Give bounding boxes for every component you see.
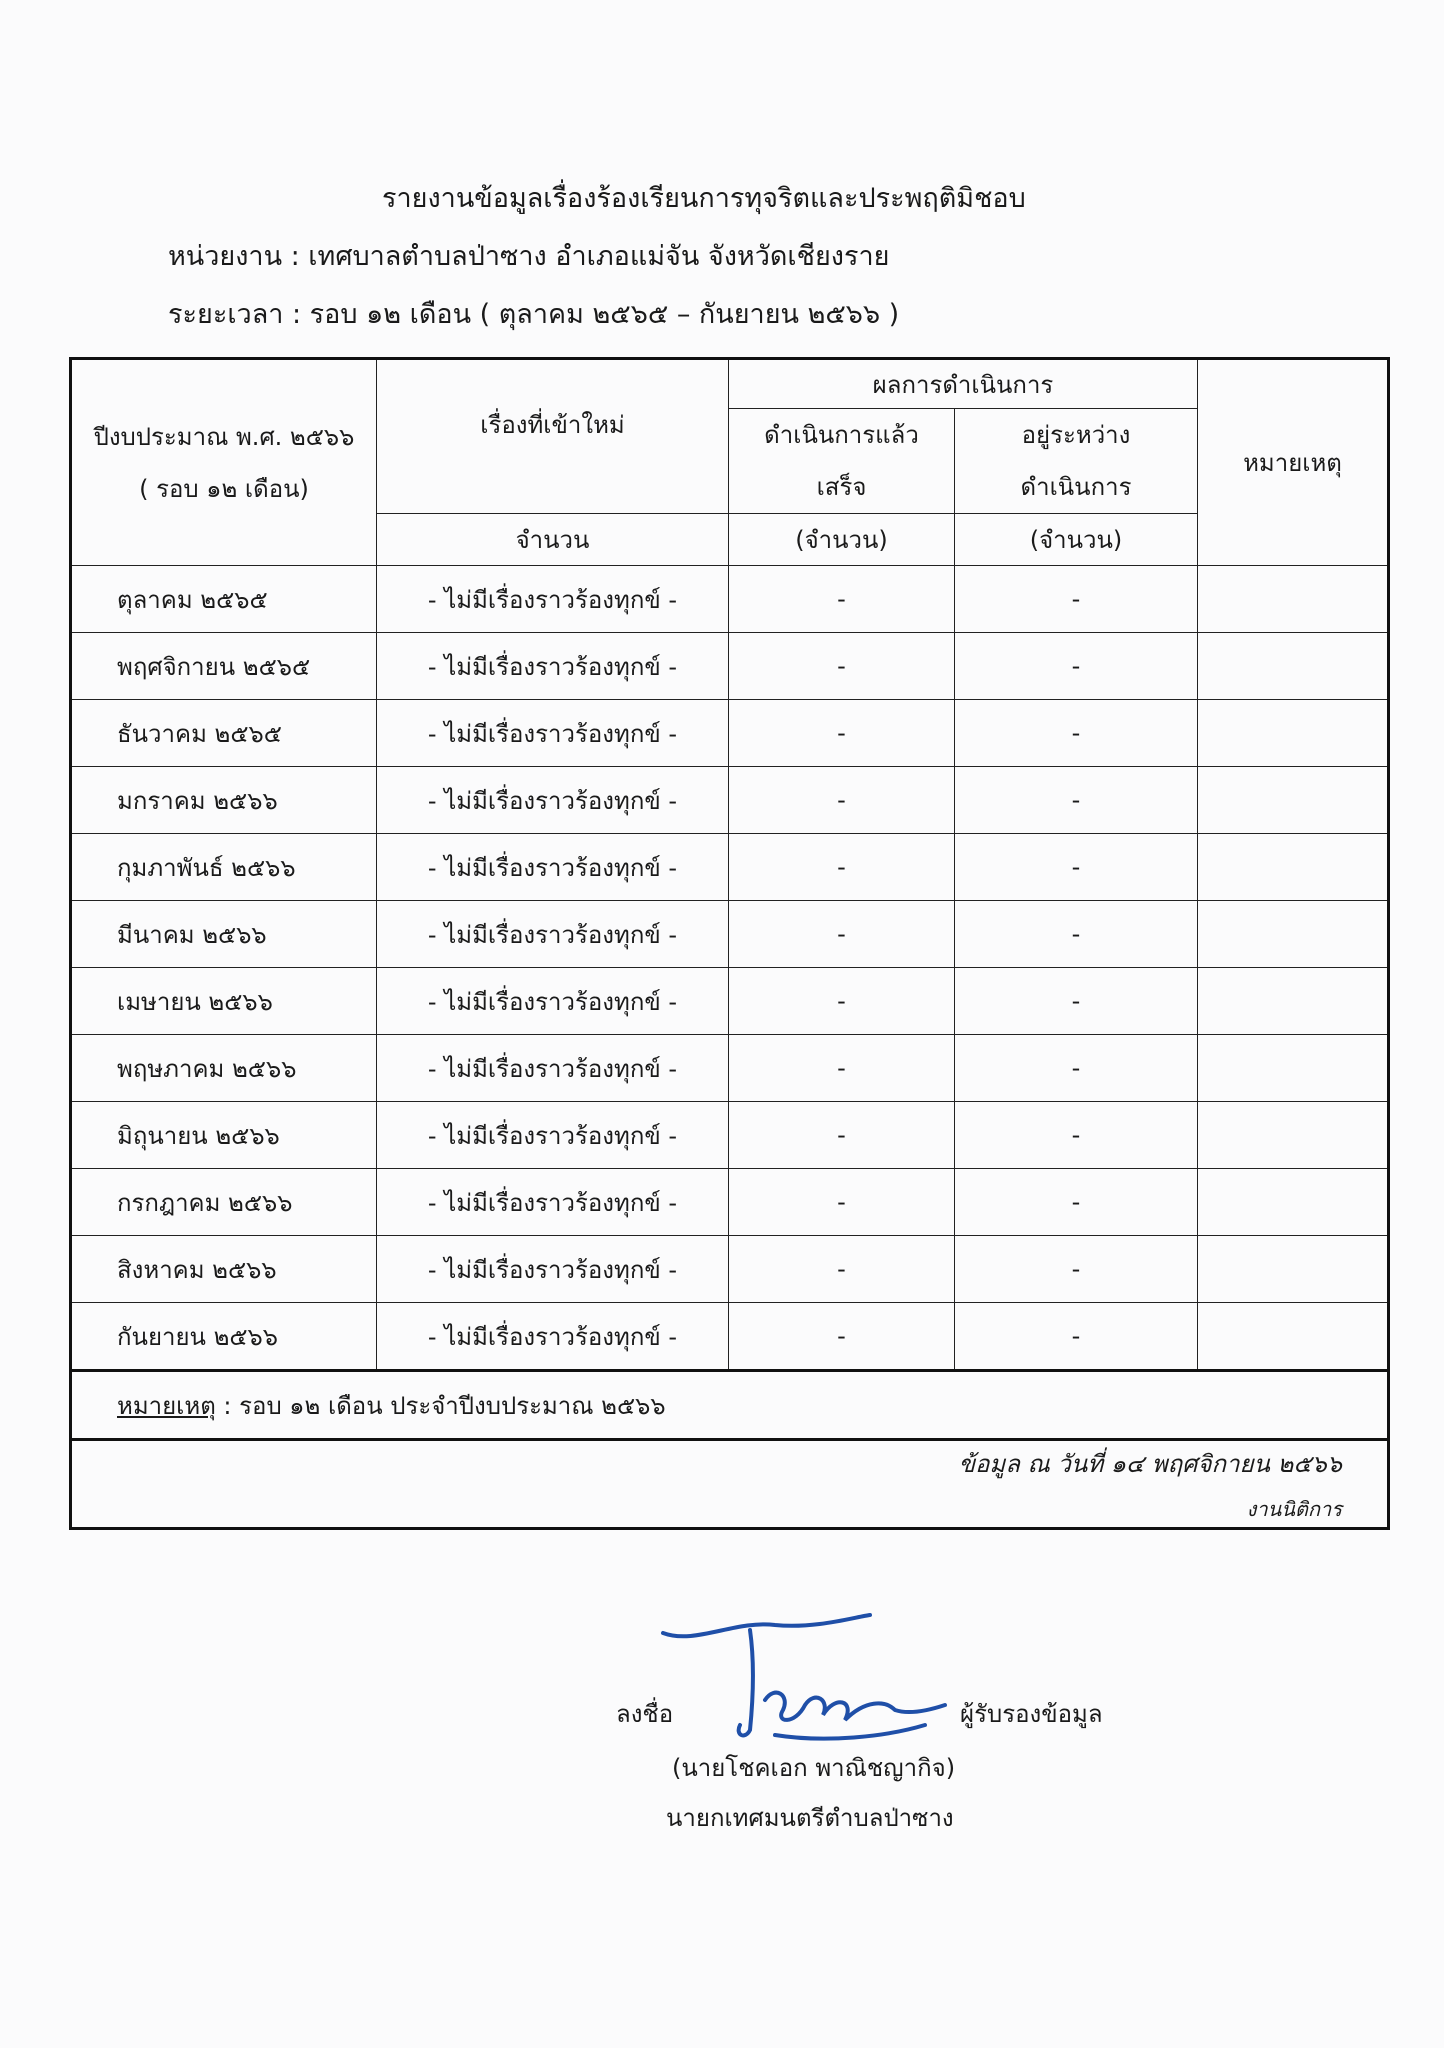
month-cell: เมษายน ๒๕๖๖ [71,968,377,1035]
header-count: จำนวน [377,514,729,566]
in-progress-cell: - [955,1102,1198,1169]
sign-label: ลงชื่อ [616,1700,674,1728]
signer-name: (นายโชคเอก พาณิชญากิจ) [672,1754,956,1782]
remark-cell [1198,566,1389,633]
header-text: อยู่ระหว่าง [1021,421,1131,449]
completed-cell: - [729,901,955,968]
data-date-row [71,1440,1389,1529]
remark-cell [1198,1303,1389,1371]
in-progress-cell: - [955,566,1198,633]
in-progress-cell: - [955,1169,1198,1236]
completed-cell: - [729,566,955,633]
new-matters-cell: - ไม่มีเรื่องราวร้องทุกข์ - [377,767,729,834]
header-remark: หมายเหตุ [1198,359,1389,566]
remark-cell [1198,1236,1389,1303]
header-fiscal-year [71,359,377,566]
header-new-matters: เรื่องที่เข้าใหม่ [377,359,729,514]
in-progress-cell: - [955,834,1198,901]
table-row [71,1035,1389,1102]
new-matters-cell: - ไม่มีเรื่องราวร้องทุกข์ - [377,1035,729,1102]
month-cell: มิถุนายน ๒๕๖๖ [71,1102,377,1169]
data-date: ข้อมูล ณ วันที่ ๑๔ พฤศจิกายน ๒๕๖๖ [958,1449,1342,1478]
in-progress-cell: - [955,1236,1198,1303]
table-row [71,1102,1389,1169]
month-cell: กันยายน ๒๕๖๖ [71,1303,377,1371]
in-progress-cell: - [955,700,1198,767]
table-row [71,700,1389,767]
month-cell: ธันวาคม ๒๕๖๕ [71,700,377,767]
new-matters-cell: - ไม่มีเรื่องราวร้องทุกข์ - [377,901,729,968]
new-matters-cell: - ไม่มีเรื่องราวร้องทุกข์ - [377,1102,729,1169]
new-matters-cell: - ไม่มีเรื่องราวร้องทุกข์ - [377,633,729,700]
month-cell: มกราคม ๒๕๖๖ [71,767,377,834]
completed-cell: - [729,834,955,901]
note-text: : รอบ ๑๒ เดือน ประจำปีงบประมาณ ๒๕๖๖ [215,1391,666,1420]
agency-line: หน่วยงาน : เทศบาลตำบลป่าซาง อำเภอแม่จัน จังหวัดเชียงราย [168,241,890,272]
completed-cell: - [729,1236,955,1303]
header-text: ดำเนินการแล้ว [764,421,919,449]
new-matters-cell: - ไม่มีเรื่องราวร้องทุกข์ - [377,566,729,633]
new-matters-cell: - ไม่มีเรื่องราวร้องทุกข์ - [377,834,729,901]
table-row [71,1303,1389,1371]
completed-cell: - [729,1102,955,1169]
remark-cell [1198,1169,1389,1236]
remark-cell [1198,1035,1389,1102]
remark-cell [1198,1102,1389,1169]
completed-cell: - [729,1169,955,1236]
new-matters-cell: - ไม่มีเรื่องราวร้องทุกข์ - [377,1169,729,1236]
new-matters-cell: - ไม่มีเรื่องราวร้องทุกข์ - [377,968,729,1035]
header-in-progress [955,409,1198,514]
remark-cell [1198,700,1389,767]
header-text: เสร็จ [816,473,867,501]
month-cell: สิงหาคม ๒๕๖๖ [71,1236,377,1303]
remark-cell [1198,968,1389,1035]
in-progress-cell: - [955,633,1198,700]
header-completed [729,409,955,514]
month-cell: ตุลาคม ๒๕๖๕ [71,566,377,633]
table-row [71,767,1389,834]
completed-cell: - [729,767,955,834]
signer-position: นายกเทศมนตรีตำบลป่าซาง [666,1804,954,1832]
in-progress-cell: - [955,1035,1198,1102]
in-progress-cell: - [955,968,1198,1035]
department: งานนิติการ [1246,1496,1342,1521]
table-row [71,633,1389,700]
header-results: ผลการดำเนินการ [729,359,1198,409]
completed-cell: - [729,968,955,1035]
completed-cell: - [729,700,955,767]
completed-cell: - [729,633,955,700]
remark-cell [1198,633,1389,700]
month-cell: มีนาคม ๒๕๖๖ [71,901,377,968]
table-row [71,968,1389,1035]
handwritten-signature [655,1605,955,1750]
certify-label: ผู้รับรองข้อมูล [960,1700,1103,1728]
table-row [71,834,1389,901]
month-cell: พฤศจิกายน ๒๕๖๕ [71,633,377,700]
in-progress-cell: - [955,901,1198,968]
new-matters-cell: - ไม่มีเรื่องราวร้องทุกข์ - [377,1236,729,1303]
new-matters-cell: - ไม่มีเรื่องราวร้องทุกข์ - [377,700,729,767]
in-progress-cell: - [955,767,1198,834]
month-cell: กรกฎาคม ๒๕๖๖ [71,1169,377,1236]
month-cell: พฤษภาคม ๒๕๖๖ [71,1035,377,1102]
note-row [71,1371,1389,1440]
report-title: รายงานข้อมูลเรื่องร้องเรียนการทุจริตและประพฤติมิชอบ [382,183,1026,214]
header-text: ดำเนินการ [1020,473,1132,501]
header-count: (จำนวน) [955,514,1198,566]
header-text: ปีงบประมาณ พ.ศ. ๒๕๖๖ [93,422,355,451]
in-progress-cell: - [955,1303,1198,1371]
completed-cell: - [729,1035,955,1102]
remark-cell [1198,834,1389,901]
remark-cell [1198,901,1389,968]
completed-cell: - [729,1303,955,1371]
table-row [71,1236,1389,1303]
month-cell: กุมภาพันธ์ ๒๕๖๖ [71,834,377,901]
period-line: ระยะเวลา : รอบ ๑๒ เดือน ( ตุลาคม ๒๕๖๕ – กันยายน ๒๕๖๖ ) [168,299,900,330]
header-count: (จำนวน) [729,514,955,566]
remark-cell [1198,767,1389,834]
note-label: หมายเหตุ [117,1391,216,1420]
table-row [71,566,1389,633]
header-text: ( รอบ ๑๒ เดือน) [139,474,309,503]
complaints-table [69,357,1390,1530]
table-row [71,901,1389,968]
table-row [71,1169,1389,1236]
new-matters-cell: - ไม่มีเรื่องราวร้องทุกข์ - [377,1303,729,1371]
